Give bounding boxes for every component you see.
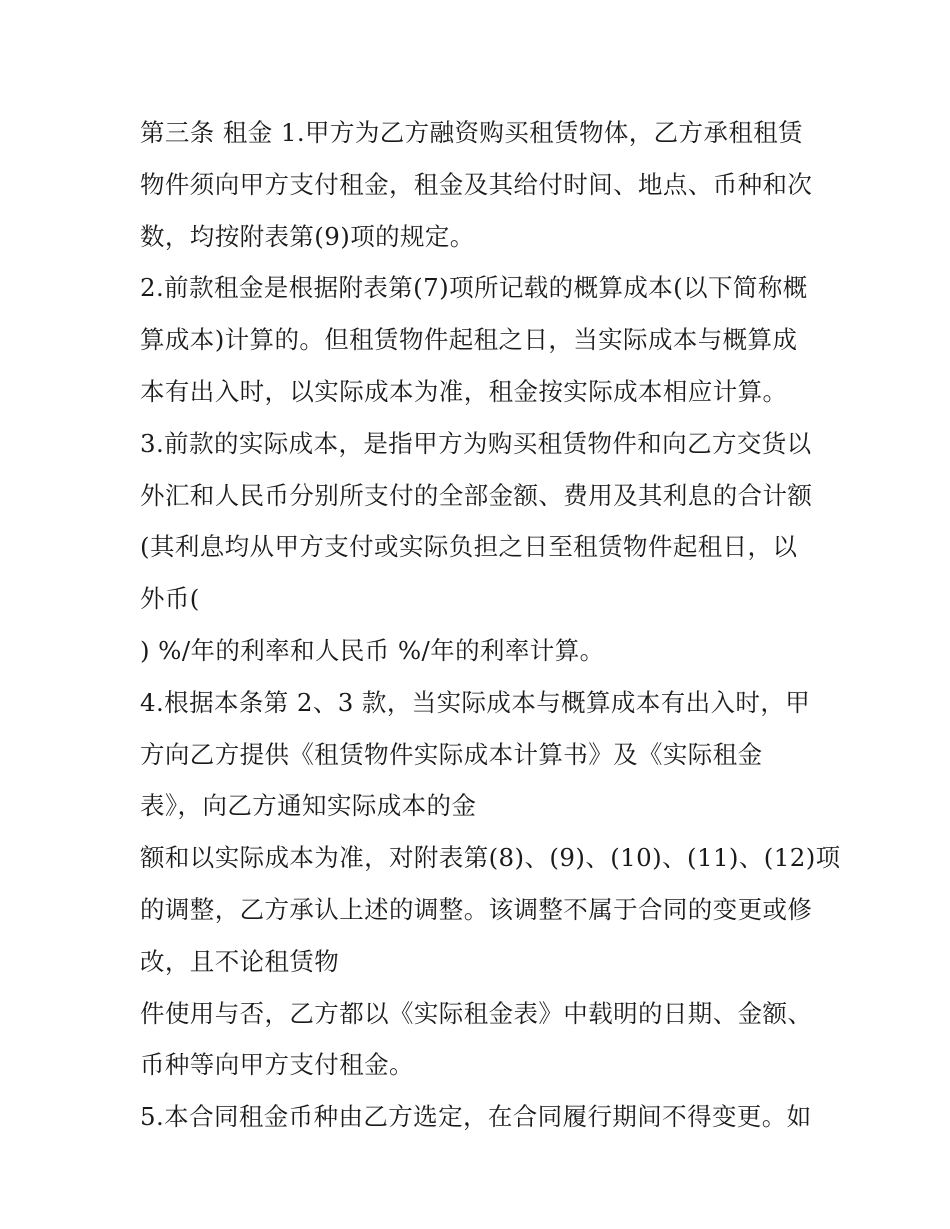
- text-line-3: 数，均按附表第(9)项的规定。: [140, 221, 475, 251]
- text-line-19: 币种等向甲方支付租金。: [140, 1050, 414, 1080]
- text-line-20: 5.本合同租金币种由乙方选定，在合同履行期间不得变更。如: [140, 1102, 812, 1132]
- text-line-14: 表》，向乙方通知实际成本的金: [140, 791, 477, 821]
- text-line-17: 改，且不论租赁物: [140, 946, 340, 976]
- text-line-9: (其利息均从甲方支付或实际负担之日至租赁物件起租日，以: [140, 532, 798, 562]
- text-line-11: ) %/年的利率和人民币 %/年的利率计算。: [140, 635, 605, 665]
- text-line-16: 的调整，乙方承认上述的调整。该调整不属于合同的变更或修: [140, 894, 813, 924]
- text-line-2: 物件须向甲方支付租金，租金及其给付时间、地点、币种和次: [140, 169, 813, 199]
- text-line-10: 外币(: [140, 584, 200, 614]
- text-line-4: 2.前款租金是根据附表第(7)项所记载的概算成本(以下简称概: [140, 273, 808, 303]
- text-line-6: 本有出入时，以实际成本为准，租金按实际成本相应计算。: [140, 376, 788, 406]
- text-line-18: 件使用与否，乙方都以《实际租金表》中载明的日期、金额、: [140, 998, 813, 1028]
- text-line-15: 额和以实际成本为准，对附表第(8)、(9)、(10)、(11)、(12)项: [140, 843, 841, 873]
- text-line-12: 4.根据本条第 2、3 款，当实际成本与概算成本有出入时，甲: [140, 687, 811, 717]
- text-line-5: 算成本)计算的。但租赁物件起租之日，当实际成本与概算成: [140, 325, 798, 355]
- text-line-8: 外汇和人民币分别所支付的全部金额、费用及其利息的合计额: [140, 480, 813, 510]
- text-line-1: 第三条 租金 1.甲方为乙方融资购买租赁物体，乙方承租租赁: [140, 118, 804, 147]
- text-line-7: 3.前款的实际成本，是指甲方为购买租赁物件和向乙方交货以: [140, 428, 812, 458]
- contract-text: [140, 107, 841, 1143]
- text-line-13: 方向乙方提供《租赁物件实际成本计算书》及《实际租金: [140, 739, 763, 769]
